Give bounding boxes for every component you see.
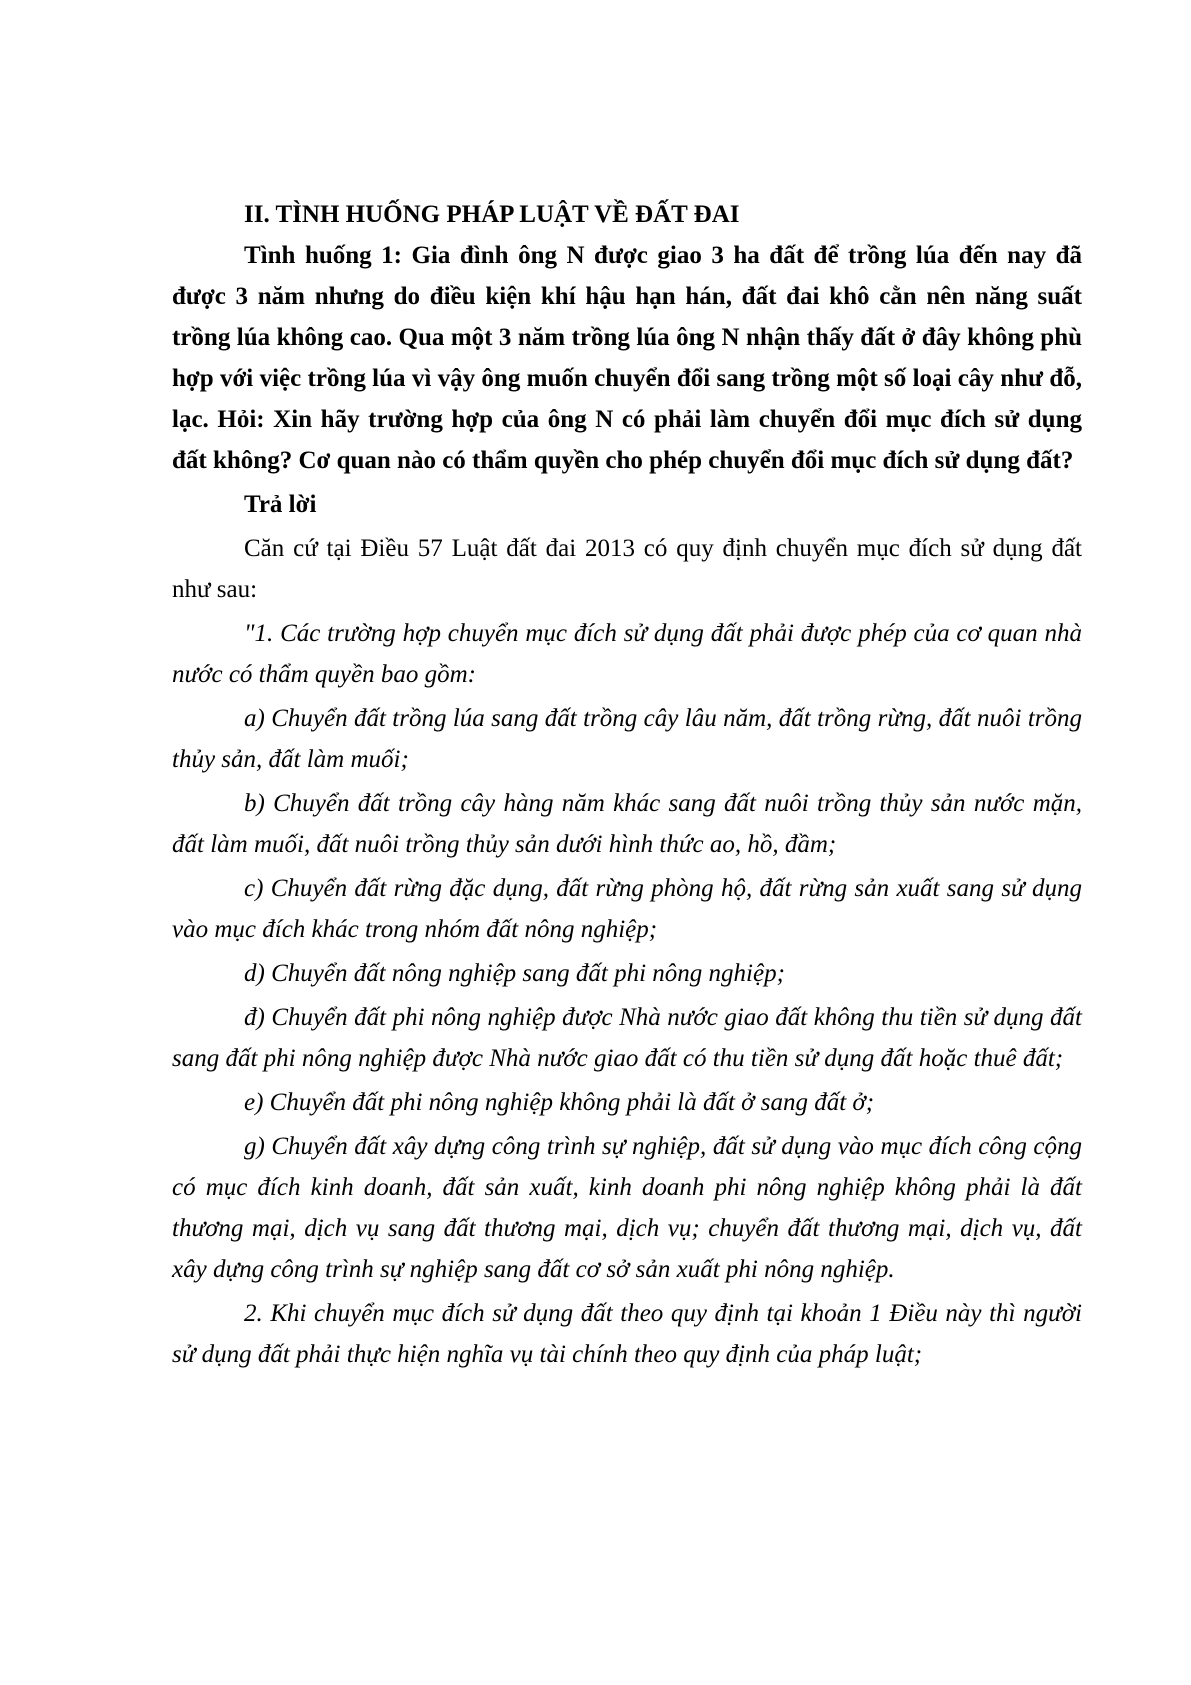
item-c-paragraph: c) Chuyển đất rừng đặc dụng, đất rừng phòng hộ, đất rừng sản xuất sang sử dụng vào mục đích khác trong nhóm đất nông nghiệp;: [172, 875, 1082, 943]
item-d-paragraph: d) Chuyển đất nông nghiệp sang đất phi nông nghiệp;: [244, 960, 785, 987]
item-dd-paragraph: đ) Chuyển đất phi nông nghiệp được Nhà nước giao đất không thu tiền sử dụng đất sang đất phi nông nghiệp được Nhà nước giao đất có thu tiền sử dụng đất hoặc thuê đất;: [172, 1004, 1082, 1072]
answer-label: Trả lời: [244, 491, 317, 518]
clause-2-paragraph: 2. Khi chuyển mục đích sử dụng đất theo quy định tại khoản 1 Điều này thì người sử dụng đất phải thực hiện nghĩa vụ tài chính theo quy định của pháp luật;: [172, 1300, 1082, 1368]
answer-intro-paragraph: Căn cứ tại Điều 57 Luật đất đai 2013 có quy định chuyển mục đích sử dụng đất như sau:: [172, 535, 1082, 603]
clause-1-paragraph: "1. Các trường hợp chuyển mục đích sử dụng đất phải được phép của cơ quan nhà nước có thẩm quyền bao gồm:: [172, 620, 1082, 688]
document-page: [172, 194, 1082, 1375]
section-heading: II. TÌNH HUỐNG PHÁP LUẬT VỀ ĐẤT ĐAI: [244, 201, 740, 228]
item-b-paragraph: b) Chuyển đất trồng cây hàng năm khác sang đất nuôi trồng thủy sản nước mặn, đất làm muối, đất nuôi trồng thủy sản dưới hình thức ao, hồ, đầm;: [172, 790, 1082, 858]
item-a-paragraph: a) Chuyển đất trồng lúa sang đất trồng cây lâu năm, đất trồng rừng, đất nuôi trồng thủy sản, đất làm muối;: [172, 705, 1082, 773]
situation-paragraph: Tình huống 1: Gia đình ông N được giao 3 ha đất để trồng lúa đến nay đã được 3 năm nhưng do điều kiện khí hậu hạn hán, đất đai khô cằn nên năng suất trồng lúa không cao. Qua một 3 năm trồng lúa ông N nhận thấy đất ở đây không phù hợp với việc trồng lúa vì vậy ông muốn chuyển đổi sang trồng một số loại cây như đỗ, lạc. Hỏi: Xin hãy trường hợp của ông N có phải làm chuyển đổi mục đích sử dụng đất không? Cơ quan nào có thẩm quyền cho phép chuyển đổi mục đích sử dụng đất?: [172, 242, 1082, 474]
item-g-paragraph: g) Chuyển đất xây dựng công trình sự nghiệp, đất sử dụng vào mục đích công cộng có mục đích kinh doanh, đất sản xuất, kinh doanh phi nông nghiệp không phải là đất thương mại, dịch vụ sang đất thương mại, dịch vụ; chuyển đất thương mại, dịch vụ, đất xây dựng công trình sự nghiệp sang đất cơ sở sản xuất phi nông nghiệp.: [172, 1133, 1082, 1283]
item-e-paragraph: e) Chuyển đất phi nông nghiệp không phải là đất ở sang đất ở;: [244, 1089, 875, 1116]
